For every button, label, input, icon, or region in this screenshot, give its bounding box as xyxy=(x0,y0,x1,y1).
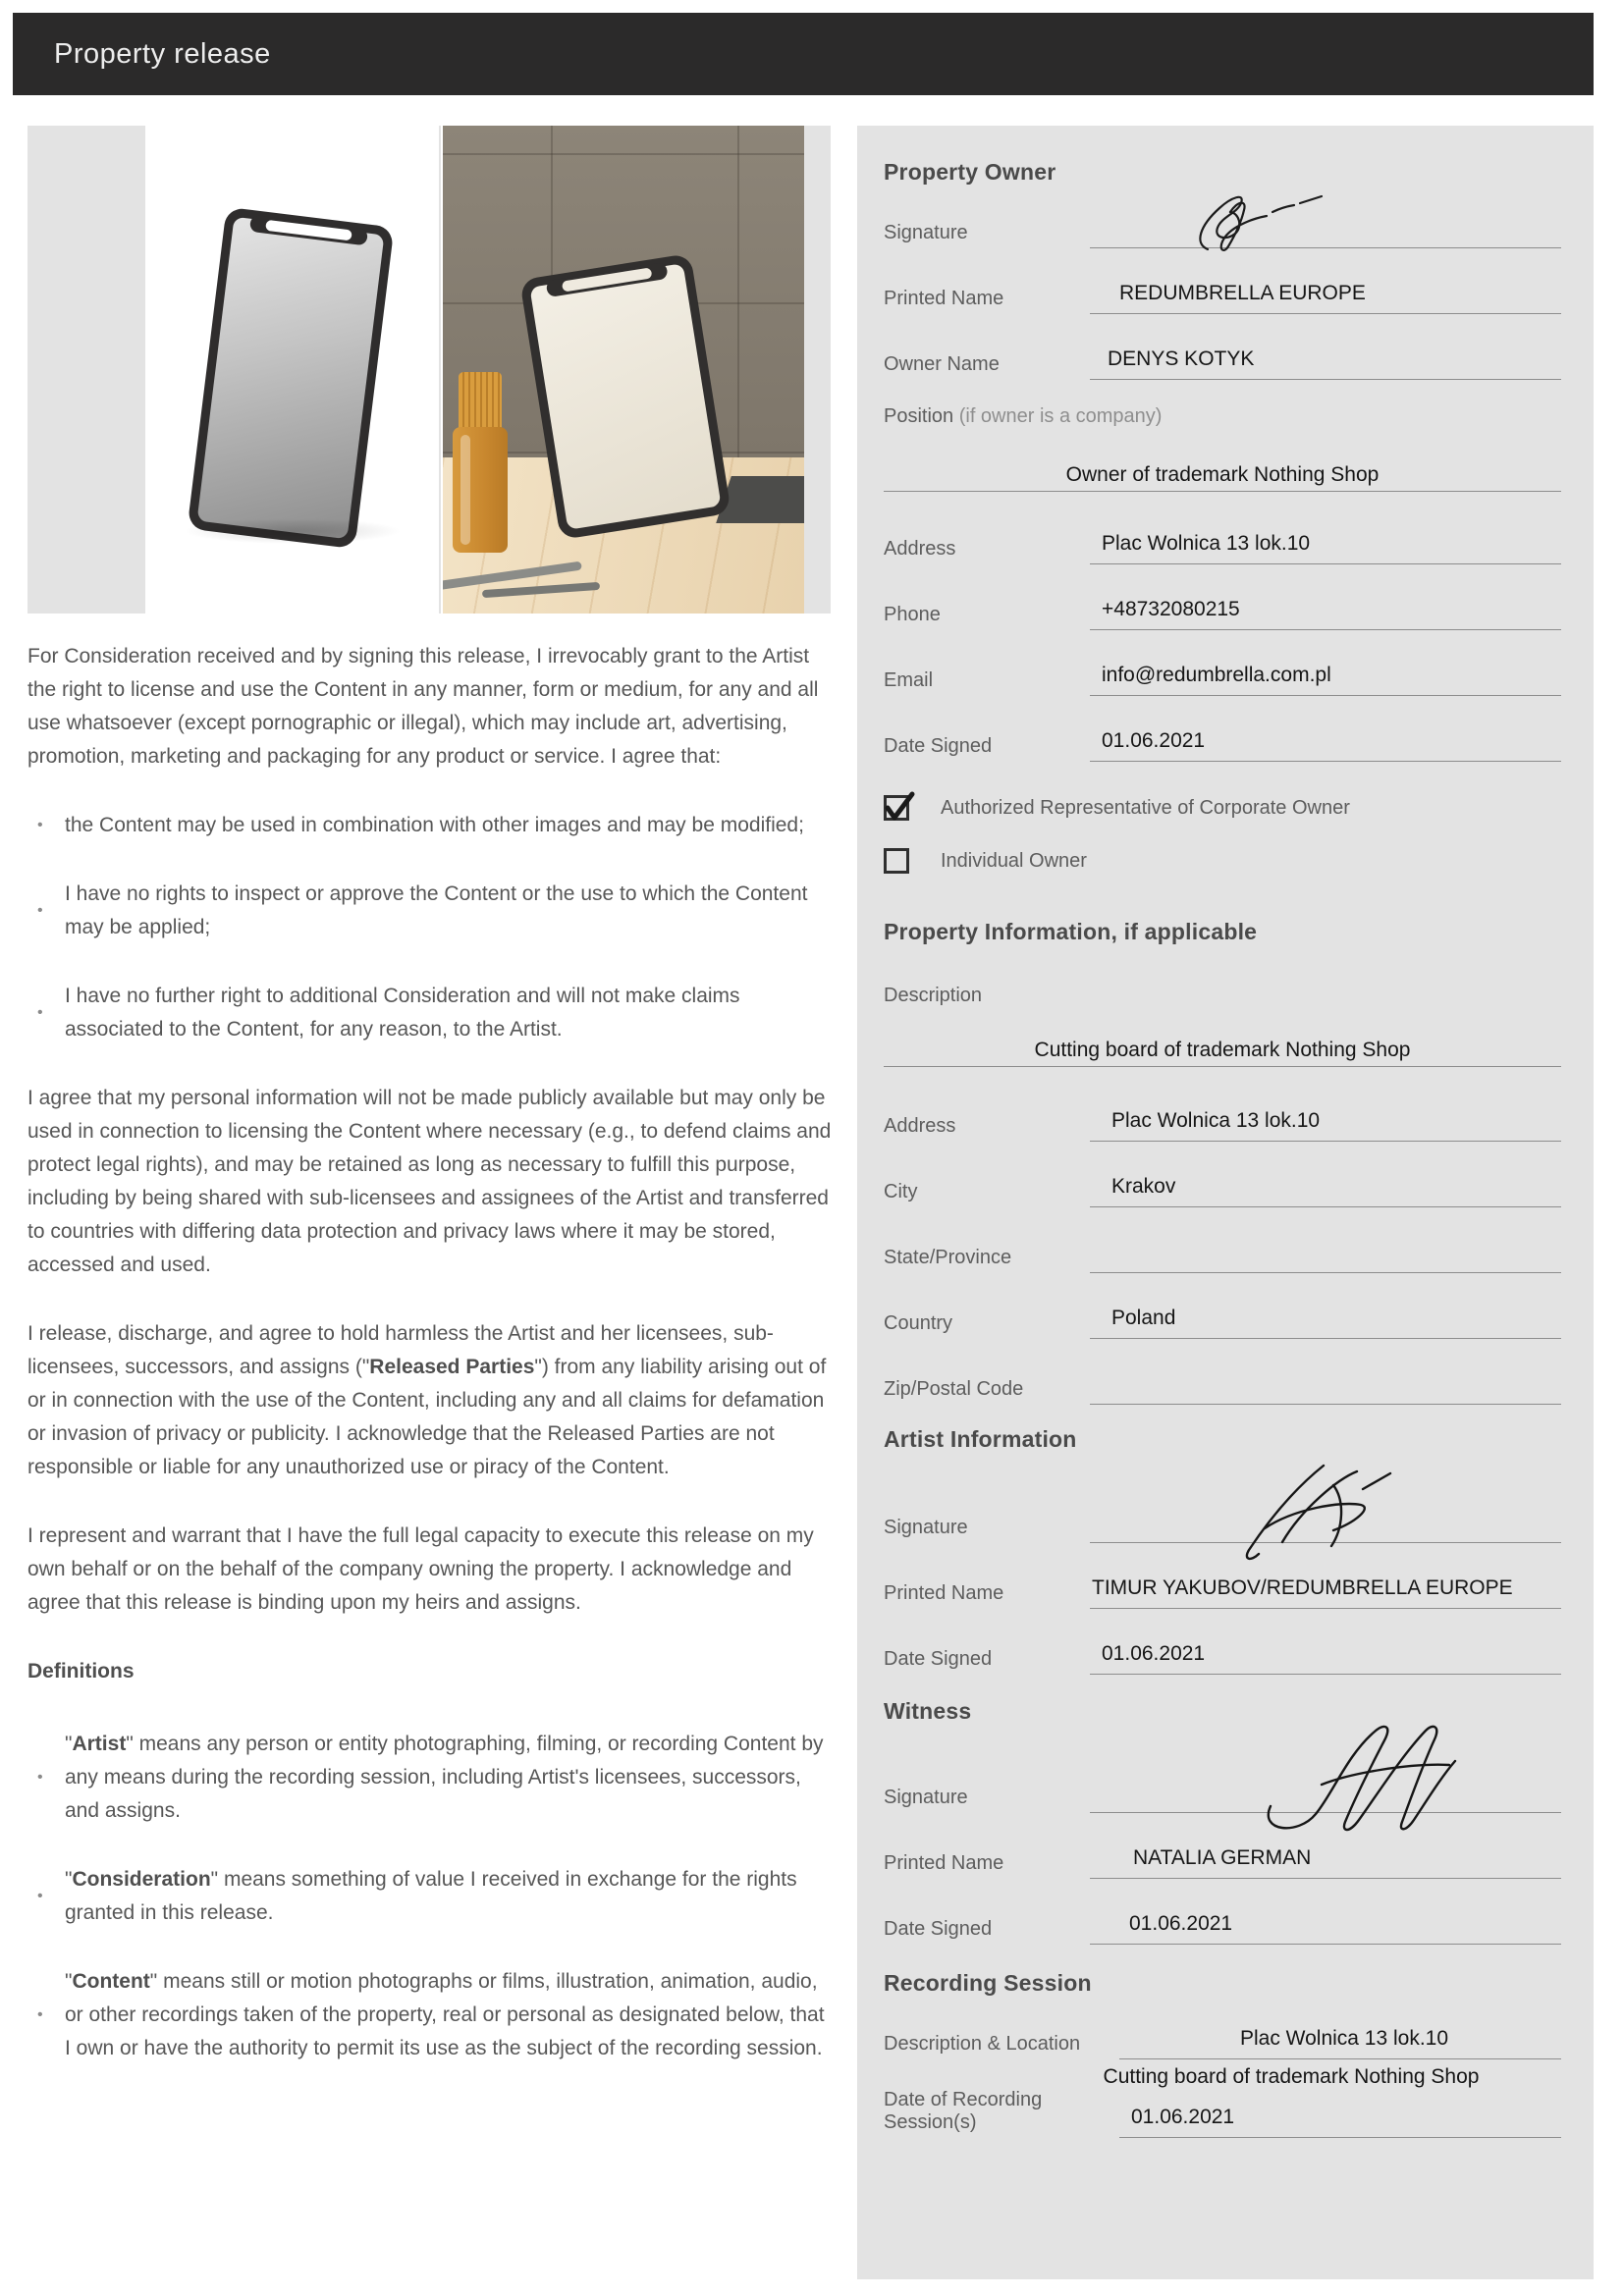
field-label: Printed Name xyxy=(884,1582,1004,1604)
definitions-list xyxy=(27,1728,835,2065)
paragraph-text: I release, discharge, and agree to hold harmless the Artist and her licensees, sub-licensees, successors, and assigns (" xyxy=(27,1322,774,1378)
recording-description-line2: Cutting board of trademark Nothing Shop xyxy=(1103,2065,1480,2088)
paragraph-text: ") from any liability arising out of or in connection with the use of the Content, including any and all claims for defamation or invasion of privacy or publicity. I acknowledge that the Released Parties are not responsible or liable for any unauthorized use or piracy of the Content. xyxy=(27,1356,827,1478)
owner-phone-field[interactable]: +48732080215 xyxy=(1090,598,1561,630)
list-item: • the Content may be used in combination with other images and may be modified; xyxy=(27,809,835,842)
field-label: Date Signed xyxy=(884,735,993,757)
intro-paragraph: For Consideration received and by signing this release, I irrevocably grant to the Artist the right to license and use the Content in any manner, form or medium, for any and all use whatsoever (except pornographic or illegal), which may include art, advertising, promotion, marketing and packaging for any product or service. I agree that: xyxy=(27,645,819,768)
header-bar xyxy=(13,13,1594,95)
recording-date-row xyxy=(884,2089,1561,2134)
kitchen-photo xyxy=(441,126,804,614)
field-label: Printed Name xyxy=(884,288,1004,309)
recording-date-field[interactable]: 01.06.2021 xyxy=(1119,2106,1561,2138)
field-label: Signature xyxy=(884,1517,968,1538)
privacy-paragraph: I agree that my personal information will not be made publicly available but may only be used in connection to licensing the Content where necessary (e.g., to defend claims and protect legal rights), and may be retained as long as necessary to fulfill this purpose, including by being shared with sub-licensees and assignees of the Artist and transferred to countries with differing data protection and privacy laws where it may be stored, accessed and used. xyxy=(27,1087,832,1276)
witness-date-row xyxy=(884,1879,1561,1945)
consideration-term: Consideration xyxy=(72,1868,211,1891)
spaghetti-bundle xyxy=(459,372,502,433)
position-label xyxy=(884,405,1561,428)
owner-date-row xyxy=(884,696,1561,762)
checkbox-label: Individual Owner xyxy=(941,849,1087,872)
artist-date-field[interactable]: 01.06.2021 xyxy=(1090,1642,1561,1675)
recording-session-heading: Recording Session xyxy=(884,1970,1092,1996)
recording-description-row xyxy=(884,1997,1561,2059)
terms-list xyxy=(27,809,835,1046)
artist-signature-field[interactable] xyxy=(1090,1511,1561,1543)
corporate-owner-checkbox-row xyxy=(884,795,1561,821)
artist-term: Artist xyxy=(72,1733,127,1755)
owner-name-field[interactable]: DENYS KOTYK xyxy=(1090,347,1561,380)
list-item: • I have no further right to additional Consideration and will not make claims associated to the Content, for any reason, to the Artist. xyxy=(27,980,835,1046)
property-city-row xyxy=(884,1142,1561,1207)
witness-date-field[interactable]: 01.06.2021 xyxy=(1090,1912,1561,1945)
board-shadow xyxy=(185,518,401,544)
checkbox-label: Authorized Representative of Corporate Owner xyxy=(941,796,1350,819)
witness-printed-name-field[interactable]: NATALIA GERMAN xyxy=(1090,1846,1561,1879)
definition-text: " means still or motion photographs or films, illustration, animation, audio, or other recordings taken of the property, real or personal as designated below, that I own or have the authority to permit its use as the subject of the recording session. xyxy=(65,1970,825,2059)
cutting-board-graphic xyxy=(188,207,395,550)
field-label: City xyxy=(884,1181,918,1202)
artist-info-heading: Artist Information xyxy=(884,1426,1077,1452)
property-info-heading: Property Information, if applicable xyxy=(884,919,1258,944)
artist-signature-image xyxy=(1208,1458,1424,1568)
definition-content xyxy=(27,1965,835,2065)
owner-signature-row xyxy=(884,186,1561,248)
release-terms-text xyxy=(27,640,835,2101)
dark-tray xyxy=(716,476,804,523)
board-surface xyxy=(529,263,721,530)
field-label: Address xyxy=(884,538,956,560)
property-description-field[interactable]: Cutting board of trademark Nothing Shop xyxy=(884,1039,1561,1067)
released-parties-term: Released Parties xyxy=(369,1356,535,1378)
content-term: Content xyxy=(72,1970,150,1993)
owner-printed-name-field[interactable]: REDUMBRELLA EUROPE xyxy=(1090,282,1561,314)
owner-email-row xyxy=(884,630,1561,696)
field-label: Signature xyxy=(884,1787,968,1808)
owner-address-field[interactable]: Plac Wolnica 13 lok.10 xyxy=(1090,532,1561,564)
definitions-heading: Definitions xyxy=(27,1660,135,1682)
property-address-row xyxy=(884,1067,1561,1142)
definition-consideration xyxy=(27,1863,835,1930)
witness-heading: Witness xyxy=(884,1698,972,1724)
owner-date-field[interactable]: 01.06.2021 xyxy=(1090,729,1561,762)
witness-signature-image xyxy=(1237,1716,1483,1845)
field-label: Signature xyxy=(884,222,968,243)
recording-description-field[interactable]: Plac Wolnica 13 lok.10 xyxy=(1119,2027,1561,2059)
corporate-owner-checkbox[interactable] xyxy=(884,795,909,821)
witness-signature-field[interactable] xyxy=(1090,1781,1561,1813)
field-label: Owner Name xyxy=(884,353,1000,375)
field-label: Address xyxy=(884,1115,956,1137)
definition-text: " xyxy=(65,1733,73,1755)
property-zip-field[interactable] xyxy=(1090,1372,1561,1405)
field-label: Description & Location xyxy=(884,2033,1081,2055)
field-label: Date Signed xyxy=(884,1648,993,1670)
field-label: Position xyxy=(884,405,954,427)
field-label: State/Province xyxy=(884,1247,1012,1268)
owner-signature-image xyxy=(1178,185,1384,261)
field-label: Phone xyxy=(884,604,941,625)
owner-signature-field[interactable] xyxy=(1090,216,1561,248)
property-city-field[interactable]: Krakov xyxy=(1090,1175,1561,1207)
field-label: Printed Name xyxy=(884,1852,1004,1874)
owner-phone-row xyxy=(884,564,1561,630)
definition-text: " xyxy=(65,1868,73,1891)
property-owner-heading: Property Owner xyxy=(884,159,1056,185)
definition-text: " means something of value I received in exchange for the rights granted in this release. xyxy=(65,1868,797,1924)
owner-address-row xyxy=(884,492,1561,564)
artist-printed-name-field[interactable]: TIMUR YAKUBOV/REDUMBRELLA EUROPE xyxy=(1090,1576,1561,1609)
definition-text: " xyxy=(65,1970,73,1993)
field-label: Email xyxy=(884,669,934,691)
board-surface xyxy=(197,217,385,539)
field-label: Date Signed xyxy=(884,1918,993,1940)
property-address-field[interactable]: Plac Wolnica 13 lok.10 xyxy=(1090,1109,1561,1142)
property-country-row xyxy=(884,1273,1561,1339)
artist-date-row xyxy=(884,1609,1561,1675)
definition-artist xyxy=(27,1728,835,1828)
property-state-row xyxy=(884,1207,1561,1273)
release-form-panel xyxy=(857,126,1594,2279)
release-paragraph xyxy=(27,1317,835,1484)
witness-signature-row xyxy=(884,1725,1561,1813)
owner-name-row xyxy=(884,314,1561,380)
individual-owner-checkbox[interactable] xyxy=(884,848,909,874)
property-photo-collage xyxy=(27,126,831,614)
warranty-paragraph: I represent and warrant that I have the full legal capacity to execute this release on my own behalf or on the behalf of the company owning the property. I acknowledge and agree that this release is binding upon my heirs and assigns. xyxy=(27,1524,814,1614)
property-state-field[interactable] xyxy=(1090,1241,1561,1273)
field-label: Date of Recording Session(s) xyxy=(884,2089,1043,2133)
property-zip-row xyxy=(884,1339,1561,1405)
page-title: Property release xyxy=(54,38,271,70)
field-note: (if owner is a company) xyxy=(958,405,1163,427)
field-label: Zip/Postal Code xyxy=(884,1378,1024,1400)
description-label: Description xyxy=(884,985,983,1006)
definition-text: " means any person or entity photographing, filming, or recording Content by any means during the recording session, including Artist's licensees, successors, and assigns. xyxy=(65,1733,824,1822)
check-mark-icon xyxy=(882,788,919,826)
pasta-jar xyxy=(453,427,508,553)
position-field[interactable]: Owner of trademark Nothing Shop xyxy=(884,463,1561,492)
owner-email-field[interactable]: info@redumbrella.com.pl xyxy=(1090,664,1561,696)
field-label: Country xyxy=(884,1312,953,1334)
property-country-field[interactable]: Poland xyxy=(1090,1307,1561,1339)
list-item: • I have no rights to inspect or approve the Content or the use to which the Content may be applied; xyxy=(27,878,835,944)
artist-signature-row xyxy=(884,1453,1561,1543)
individual-owner-checkbox-row xyxy=(884,848,1561,874)
studio-photo xyxy=(145,126,439,614)
